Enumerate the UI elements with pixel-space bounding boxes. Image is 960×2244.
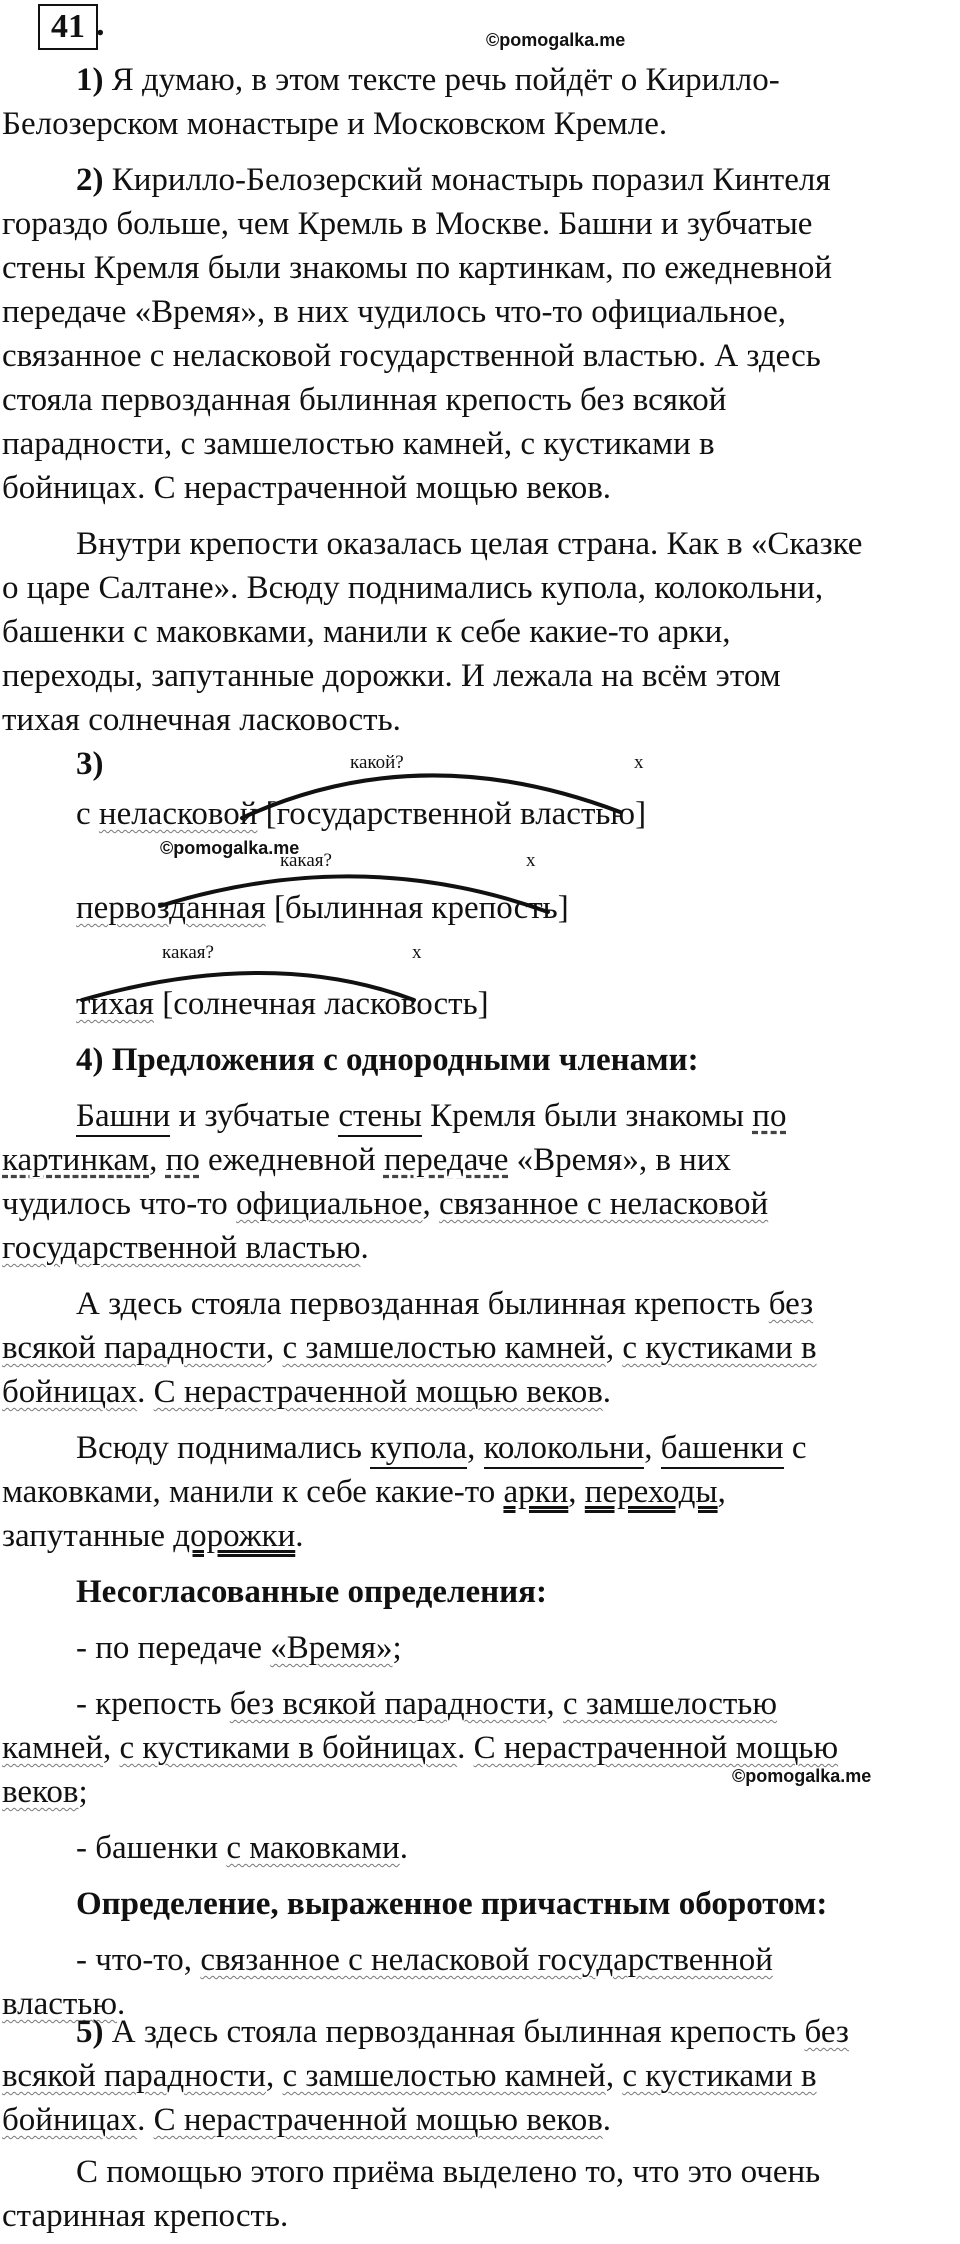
p1-line1: 1) Я думаю, в этом тексте речь пойдёт о Кирилло-: [76, 62, 780, 98]
p3-line4: переходы, запутанные дорожки. И лежала на всём этом: [2, 658, 781, 694]
p4-marker: 3): [76, 746, 104, 782]
phrase3-question: какая?: [162, 942, 214, 963]
s3-line2: маковками, манили к себе какие-то арки, переходы,: [2, 1474, 726, 1510]
phrase2: первозданная [былинная крепость]: [76, 890, 569, 926]
p9-line2: старинная крепость.: [2, 2198, 289, 2234]
p7-line1: - что-то, связанное с неласковой государственной: [76, 1942, 773, 1978]
phrase2-main: крепость: [431, 890, 558, 926]
p5-heading: 4) Предложения с однородными членами:: [76, 1042, 699, 1078]
watermark-bottom: ©pomogalka.me: [732, 1766, 872, 1786]
phrase3-dependent: тихая: [76, 986, 154, 1022]
phrase3-main: ласковость: [324, 986, 478, 1022]
s2-line1: А здесь стояла первозданная былинная крепость без: [76, 1286, 814, 1322]
phrase3-cross: х: [412, 942, 422, 963]
p2-line4: передаче «Время», в них чудилось что-то официальное,: [2, 294, 787, 330]
phrase1-main: властью: [520, 796, 636, 832]
p6-item3: - башенки с маковками.: [76, 1830, 408, 1866]
exercise-number-box: 41: [38, 4, 98, 50]
p7-line2: властью.: [2, 1986, 126, 2022]
p1-line2: Белозерском монастыре и Московском Кремле.: [2, 106, 668, 142]
p6-item1: - по передаче «Время»;: [76, 1630, 402, 1666]
phrase1-cross: х: [634, 752, 644, 773]
watermark-middle: ©pomogalka.me: [160, 838, 300, 858]
p6-item2-line2: камней, с кустиками в бойницах. С нерастраченной мощью: [2, 1730, 839, 1766]
p8-line2: всякой парадности, с замшелостью камней, с кустиками в: [2, 2058, 817, 2094]
p2-line8: бойницах. С нерастраченной мощью веков.: [2, 470, 612, 506]
phrase2-question: какая?: [280, 850, 332, 871]
p3-line5: тихая солнечная ласковость.: [2, 702, 401, 738]
p3-line3: башенки с маковками, манили к себе какие-то арки,: [2, 614, 731, 650]
p9-line1: С помощью этого приёма выделено то, что это очень: [76, 2154, 821, 2190]
phrase1: с неласковой [государственной властью]: [76, 796, 647, 832]
s3-line3: запутанные дорожки.: [2, 1518, 304, 1554]
exercise-number-dot: .: [96, 6, 105, 43]
s1-line2: картинкам, по ежедневной передаче «Время», в них: [2, 1142, 731, 1178]
p8-line3: бойницах. С нерастраченной мощью веков.: [2, 2102, 612, 2138]
phrase1-dependent: неласковой: [98, 796, 258, 832]
p2-line6: стояла первозданная былинная крепость без всякой: [2, 382, 727, 418]
p2-line2: гораздо больше, чем Кремль в Москве. Башни и зубчатые: [2, 206, 813, 242]
p6-item2-line3: веков;: [2, 1774, 88, 1810]
p2-line7: парадности, с замшелостью камней, с кустиками в: [2, 426, 715, 462]
p3-line2: о царе Салтане». Всюду поднимались купола, колокольни,: [2, 570, 824, 606]
phrase2-dependent: первозданная: [76, 890, 266, 926]
s1-line4: государственной властью.: [2, 1230, 369, 1266]
p2-line5: связанное с неласковой государственной властью. А здесь: [2, 338, 821, 374]
p7-heading: Определение, выраженное причастным оборотом:: [76, 1886, 828, 1922]
p3-line1: Внутри крепости оказалась целая страна. Как в «Сказке: [76, 526, 863, 562]
p6-item2-line1: - крепость без всякой парадности, с замшелостью: [76, 1686, 778, 1722]
p8-line1: 5) А здесь стояла первозданная былинная крепость без: [76, 2014, 849, 2050]
s1-line3: чудилось что-то официальное, связанное с неласковой: [2, 1186, 769, 1222]
p2-line3: стены Кремля были знакомы по картинкам, по ежедневной: [2, 250, 833, 286]
p6-heading: Несогласованные определения:: [76, 1574, 547, 1610]
s1-line1: Башни и зубчатые стены Кремля были знакомы по: [76, 1094, 786, 1138]
s2-line2: всякой парадности, с замшелостью камней, с кустиками в: [2, 1330, 817, 1366]
phrase1-question: какой?: [350, 752, 404, 773]
s3-line1: Всюду поднимались купола, колокольни, башенки с: [76, 1426, 807, 1470]
s2-line3: бойницах. С нерастраченной мощью веков.: [2, 1374, 612, 1410]
p2-line1: 2) Кирилло-Белозерский монастырь поразил Кинтеля: [76, 162, 831, 198]
watermark-top: ©pomogalka.me: [486, 30, 626, 50]
phrase3: тихая [солнечная ласковость]: [76, 986, 489, 1022]
phrase2-cross: х: [526, 850, 536, 871]
